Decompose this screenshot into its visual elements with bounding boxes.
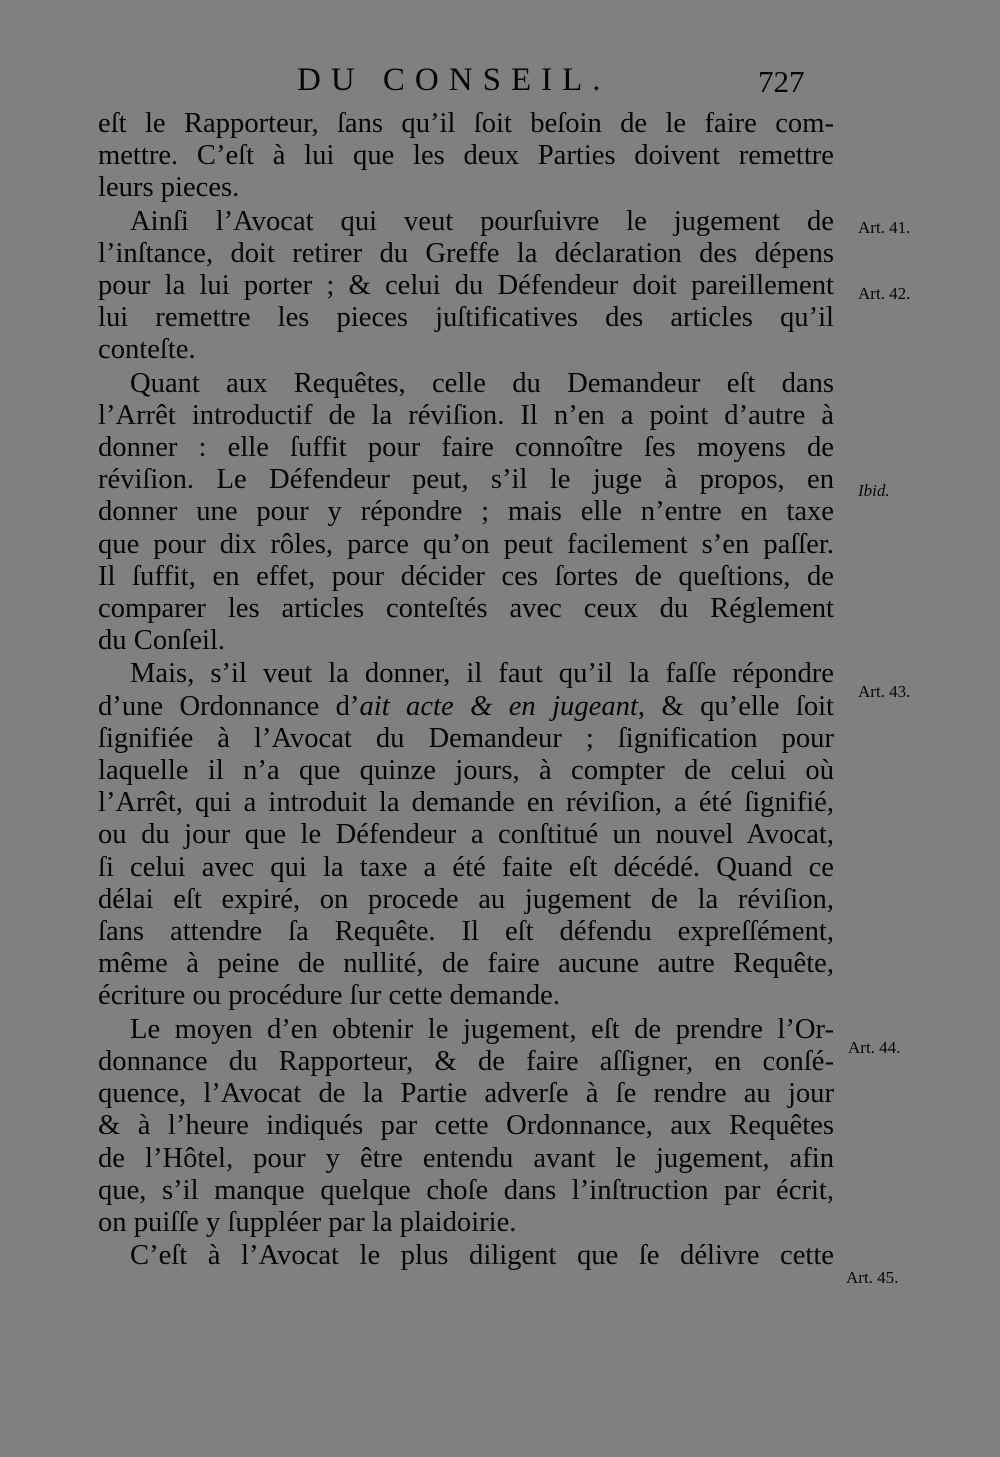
- text-line: & à l’heure indiqués par cette Ordonnance, aux Requêtes: [98, 1110, 834, 1142]
- paragraph: [98, 658, 834, 1012]
- text-line: Quant aux Requêtes, celle du Demandeur eſt dans: [130, 367, 834, 399]
- text-line: leurs pieces.: [98, 172, 240, 204]
- margin-note: Art. 45.: [846, 1268, 899, 1287]
- text-line: Mais, s’il veut la donner, il faut qu’il la faſſe répondre: [130, 658, 834, 690]
- text-line: de l’Hôtel, pour y être entendu avant le jugement, afin: [98, 1142, 834, 1174]
- text-line: ou du jour que le Défendeur a conſtitué un nouvel Avocat,: [98, 819, 834, 851]
- text-line: laquelle il n’a que quinze jours, à compter de celui où: [98, 755, 834, 787]
- running-title: DU CONSEIL.: [297, 62, 611, 98]
- text-line: conteſte.: [98, 334, 196, 366]
- page-header: [0, 62, 1000, 102]
- text-line: l’Arrêt, qui a introduit la demande en réviſion, a été ſignifié,: [98, 787, 834, 819]
- text-line: délai eſt expiré, on procede au jugement de la réviſion,: [98, 883, 834, 915]
- paragraph: [98, 368, 834, 658]
- text-line: donner une pour y répondre ; mais elle n’entre en taxe: [98, 496, 834, 528]
- margin-note: Art. 44.: [848, 1038, 901, 1057]
- text-line: quence, l’Avocat de la Partie adverſe à ſe rendre au jour: [98, 1078, 834, 1110]
- page-number: 727: [758, 64, 805, 99]
- margin-note: Ibid.: [858, 481, 890, 500]
- text-line: C’eſt à l’Avocat le plus diligent que ſe délivre cette: [130, 1240, 834, 1272]
- body-text: [98, 108, 834, 1273]
- paragraph: [98, 1240, 834, 1272]
- text-line: écriture ou procédure ſur cette demande.: [98, 980, 561, 1012]
- text-line: que pour dix rôles, parce qu’on peut facilement s’en paſſer.: [98, 528, 834, 560]
- text-line: pour la lui porter ; & celui du Défendeur doit pareillement: [98, 270, 834, 302]
- text-line: même à peine de nullité, de faire aucune autre Requête,: [98, 948, 834, 980]
- text-line: ſans attendre ſa Requête. Il eſt défendu expreſſément,: [98, 916, 834, 948]
- margin-note: Art. 41.: [858, 218, 911, 237]
- text-line: ſi celui avec qui la taxe a été faite eſt décédé. Quand ce: [98, 851, 834, 883]
- text-line: donnance du Rapporteur, & de faire aſſigner, en conſé-: [98, 1045, 834, 1077]
- text-line: l’inſtance, doit retirer du Greffe la déclaration des dépens: [98, 237, 834, 269]
- text-line: d’une Ordonnance d’ait acte & en jugeant, & qu’elle ſoit: [98, 690, 835, 722]
- text-line: on puiſſe y ſuppléer par la plaidoirie.: [98, 1206, 517, 1238]
- text-line: l’Arrêt introductif de la réviſion. Il n’en a point d’autre à: [98, 399, 834, 431]
- text-line: eſt le Rapporteur, ſans qu’il ſoit beſoin de le faire com-: [98, 108, 834, 139]
- margin-note: Art. 43.: [858, 682, 911, 701]
- text-line: comparer les articles conteſtés avec ceux du Réglement: [98, 593, 834, 625]
- text-line: Il ſuffit, en effet, pour décider ces ſortes de queſtions, de: [98, 560, 834, 592]
- italic-formula: ait acte & en jugeant: [359, 690, 638, 722]
- text-line: du Conſeil.: [98, 625, 226, 657]
- text-line: réviſion. Le Défendeur peut, s’il le juge à propos, en: [98, 464, 834, 496]
- text-line: Ainſi l’Avocat qui veut pourſuivre le jugement de: [130, 205, 834, 237]
- paragraph: [98, 206, 834, 367]
- text-line: lui remettre les pieces juſtificatives des articles qu’il: [98, 302, 834, 334]
- paragraph: [98, 1014, 834, 1239]
- text-line: ſignifiée à l’Avocat du Demandeur ; ſignification pour: [98, 722, 834, 754]
- paragraph: [98, 108, 834, 205]
- text-line: que, s’il manque quelque choſe dans l’inſtruction par écrit,: [98, 1174, 834, 1206]
- text-line: Le moyen d’en obtenir le jugement, eſt de prendre l’Or-: [130, 1013, 834, 1045]
- margin-note: Art. 42.: [858, 284, 911, 303]
- text-line: mettre. C’eſt à lui que les deux Parties doivent remettre: [98, 140, 834, 172]
- text-line: donner : elle ſuffit pour faire connoître ſes moyens de: [98, 432, 834, 464]
